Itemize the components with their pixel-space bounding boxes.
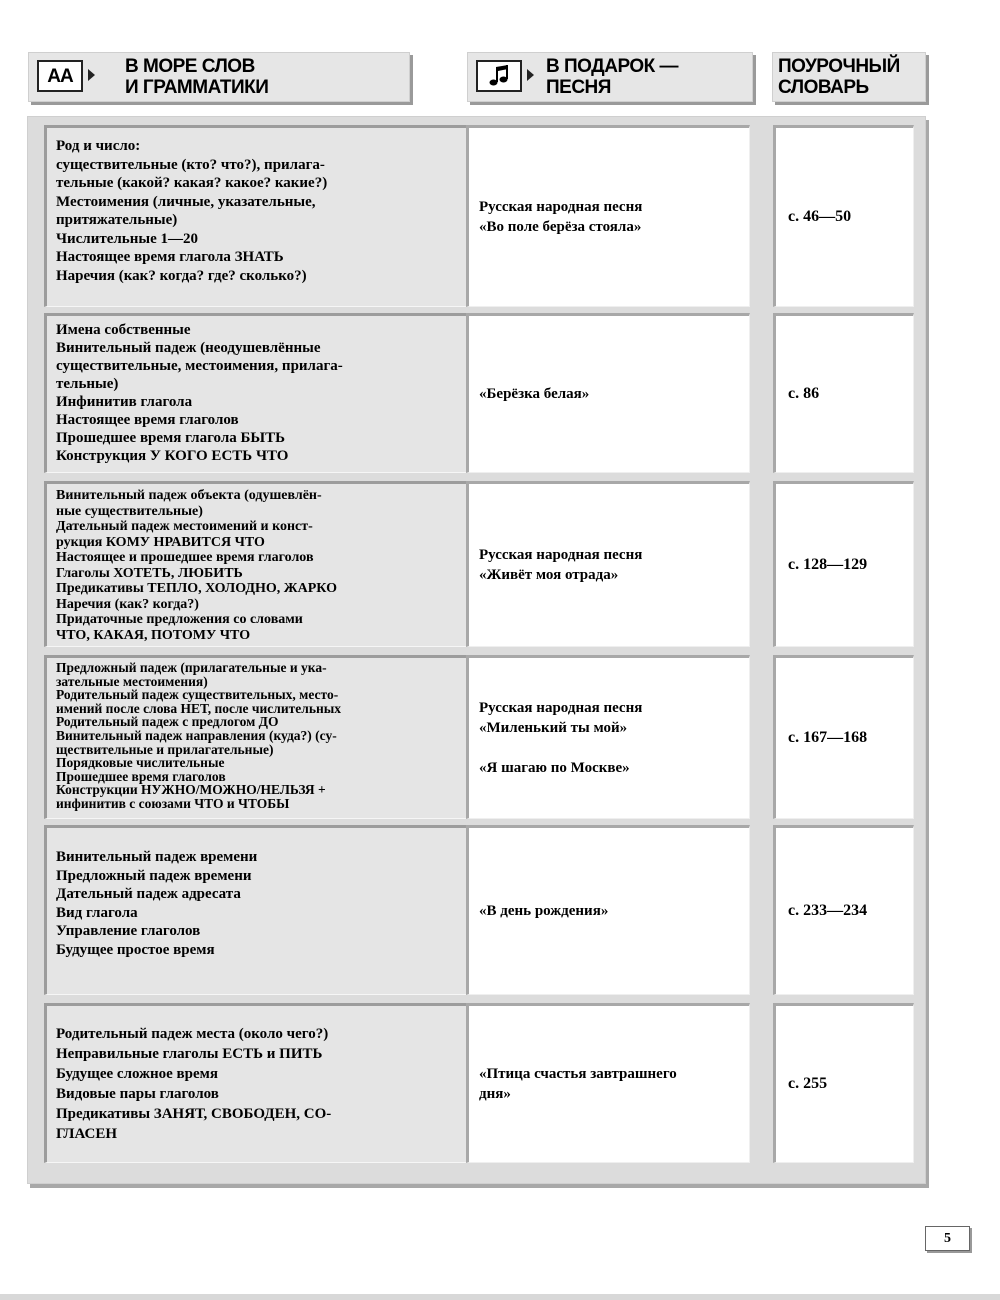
song-cell: «Птица счастья завтрашнего дня»	[466, 1003, 750, 1163]
song-cell: «В день рождения»	[466, 825, 750, 995]
page-cell: с. 46—50	[773, 125, 914, 307]
table-panel	[27, 116, 926, 1184]
page-cell: с. 233—234	[773, 825, 914, 995]
arrow-right-icon	[88, 69, 95, 81]
grammar-cell: Род и число: существительные (кто? что?), прилага- тельные (какой? какая? какое? какие?) Местоимения (личные, указательные, притяжательные) Числительные 1—20 Настоящее время глагола ЗНАТЬ Наречия (как? когда? где? сколько?)	[44, 125, 469, 307]
table-row	[28, 655, 925, 819]
page-cell: с. 86	[773, 313, 914, 473]
header-grammar-title: В МОРЕ СЛОВ И ГРАММАТИКИ	[125, 56, 269, 98]
song-cell: Русская народная песня «Живёт моя отрада»	[466, 481, 750, 647]
header-song	[467, 52, 753, 102]
header-grammar	[28, 52, 410, 102]
table-row	[28, 125, 925, 307]
page-cell: с. 255	[773, 1003, 914, 1163]
music-note-icon	[476, 60, 522, 92]
table-row	[28, 1003, 925, 1163]
table-row	[28, 313, 925, 473]
header-song-title: В ПОДАРОК — ПЕСНЯ	[546, 56, 679, 98]
page-number: 5	[925, 1226, 970, 1251]
song-cell: Русская народная песня «Во поле берёза стояла»	[466, 125, 750, 307]
arrow-right-icon	[527, 69, 534, 81]
page-bottom-edge	[0, 1294, 1000, 1300]
table-row	[28, 481, 925, 647]
page-cell: с. 167—168	[773, 655, 914, 819]
song-cell: Русская народная песня «Миленький ты мой» «Я шагаю по Москве»	[466, 655, 750, 819]
table-row	[28, 825, 925, 995]
page-cell: с. 128—129	[773, 481, 914, 647]
header-dictionary	[772, 52, 926, 102]
grammar-cell: Имена собственные Винительный падеж (неодушевлённые существительные, местоимения, прилага- тельные) Инфинитив глагола Настоящее время глаголов Прошедшее время глагола БЫТЬ Конструкция У КОГО ЕСТЬ ЧТО	[44, 313, 469, 473]
grammar-cell: Предложный падеж (прилагательные и ука- зательные местоимения) Родительный падеж существительных, место- имений после слова НЕТ, после числительных Родительный падеж с предлогом ДО Винительный падеж направления (куда?) (су- ществительные и прилагательные) Порядковые числительные Прошедшее время глаголов Конструкции НУЖНО/МОЖНО/НЕЛЬЗЯ + инфинитив с союзами ЧТО и ЧТОБЫ	[44, 655, 469, 819]
letters-icon: АА	[37, 60, 83, 92]
header-dictionary-title: ПОУРОЧНЫЙ СЛОВАРЬ	[778, 56, 900, 98]
grammar-cell: Родительный падеж места (около чего?) Неправильные глаголы ЕСТЬ и ПИТЬ Будущее сложное время Видовые пары глаголов Предикативы ЗАНЯТ, СВОБОДЕН, СО- ГЛАСЕН	[44, 1003, 469, 1163]
grammar-cell: Винительный падеж объекта (одушевлён- ные существительные) Дательный падеж местоимений и конст- рукция КОМУ НРАВИТСЯ ЧТО Настоящее и прошедшее время глаголов Глаголы ХОТЕТЬ, ЛЮБИТЬ Предикативы ТЕПЛО, ХОЛОДНО, ЖАРКО Наречия (как? когда?) Придаточные предложения со словами ЧТО, КАКАЯ, ПОТОМУ ЧТО	[44, 481, 469, 647]
song-cell: «Берёзка белая»	[466, 313, 750, 473]
grammar-cell: Винительный падеж времени Предложный падеж времени Дательный падеж адресата Вид глагола Управление глаголов Будущее простое время	[44, 825, 469, 995]
